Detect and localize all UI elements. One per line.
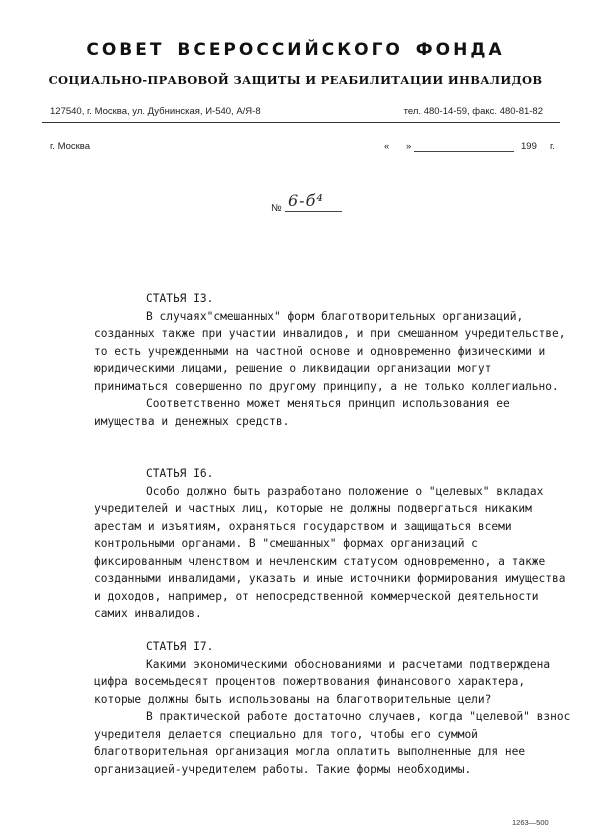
article-13-heading: СТАТЬЯ I3. bbox=[146, 292, 214, 305]
article-17 bbox=[94, 638, 572, 778]
letterhead-divider bbox=[42, 122, 560, 123]
document-number-label: № bbox=[271, 203, 282, 214]
article-16 bbox=[94, 465, 572, 623]
year-prefix: 199 bbox=[521, 141, 537, 152]
date-quote-close: » bbox=[406, 141, 412, 152]
article-13-paragraph-1: В случаях"смешанных" форм благотворительных организаций, созданных также при участии инвалидов, и при смешанном учредительстве, то есть учрежденными на частной основе и одновременно физическими и юридическими лицами, решение о ликвидации организации могут приниматься совершенно по другому принципу, а не только коллегиально. bbox=[94, 309, 566, 393]
postal-address: 127540, г. Москва, ул. Дубнинская, И-540, А/Я-8 bbox=[50, 106, 261, 117]
article-13-paragraph-2: Соответственно может меняться принцип использования ее имущества и денежных средств. bbox=[94, 397, 510, 428]
document-number-handwritten: 6-б⁴ bbox=[288, 191, 324, 210]
document-number-line bbox=[285, 211, 342, 212]
article-16-paragraph-1: Особо должно быть разработано положение о "целевых" вкладах учредителей и частных лиц, которые не должны подвергаться никаким арестам и изъятиям, охраняться государством и защищаться всеми контрольными органами. В "смешанных" формах организаций с фиксированным членством и нечленским статусом одновременно, а также созданными инвалидами, указать и иные источники формирования имущества и доходов, например, от непосредственной коммерческой деятельности самих инвалидов. bbox=[94, 484, 566, 620]
article-17-paragraph-1: Какими экономическими обоснованиями и расчетами подтверждена цифра восемьдесят процентов пожертвования финансового характера, которые должны быть использованы на благотворительные цели? bbox=[94, 657, 551, 706]
date-quote-open: « bbox=[384, 141, 390, 152]
date-blank-line bbox=[414, 151, 514, 152]
organization-title: СОВЕТ ВСЕРОССИЙСКОГО ФОНДА bbox=[86, 40, 505, 60]
article-17-heading: СТАТЬЯ I7. bbox=[146, 640, 214, 653]
city-label: г. Москва bbox=[50, 141, 91, 152]
article-13 bbox=[94, 290, 572, 430]
article-16-heading: СТАТЬЯ I6. bbox=[146, 467, 214, 480]
year-suffix: г. bbox=[550, 141, 555, 152]
article-17-paragraph-2: В практической работе достаточно случаев, когда "целевой" взнос учредителя делается специально для того, чтобы его суммой благотворительная организация могла оплатить выполненные для нее организацией-учредителем работы. Такие формы необходимы. bbox=[94, 710, 571, 776]
print-code: 1263—500 bbox=[512, 818, 549, 827]
phone-fax: тел. 480-14-59, факс. 480-81-82 bbox=[403, 106, 543, 117]
organization-subtitle: СОЦИАЛЬНО-ПРАВОВОЙ ЗАЩИТЫ И РЕАБИЛИТАЦИИ ИНВАЛИДОВ bbox=[48, 73, 543, 87]
